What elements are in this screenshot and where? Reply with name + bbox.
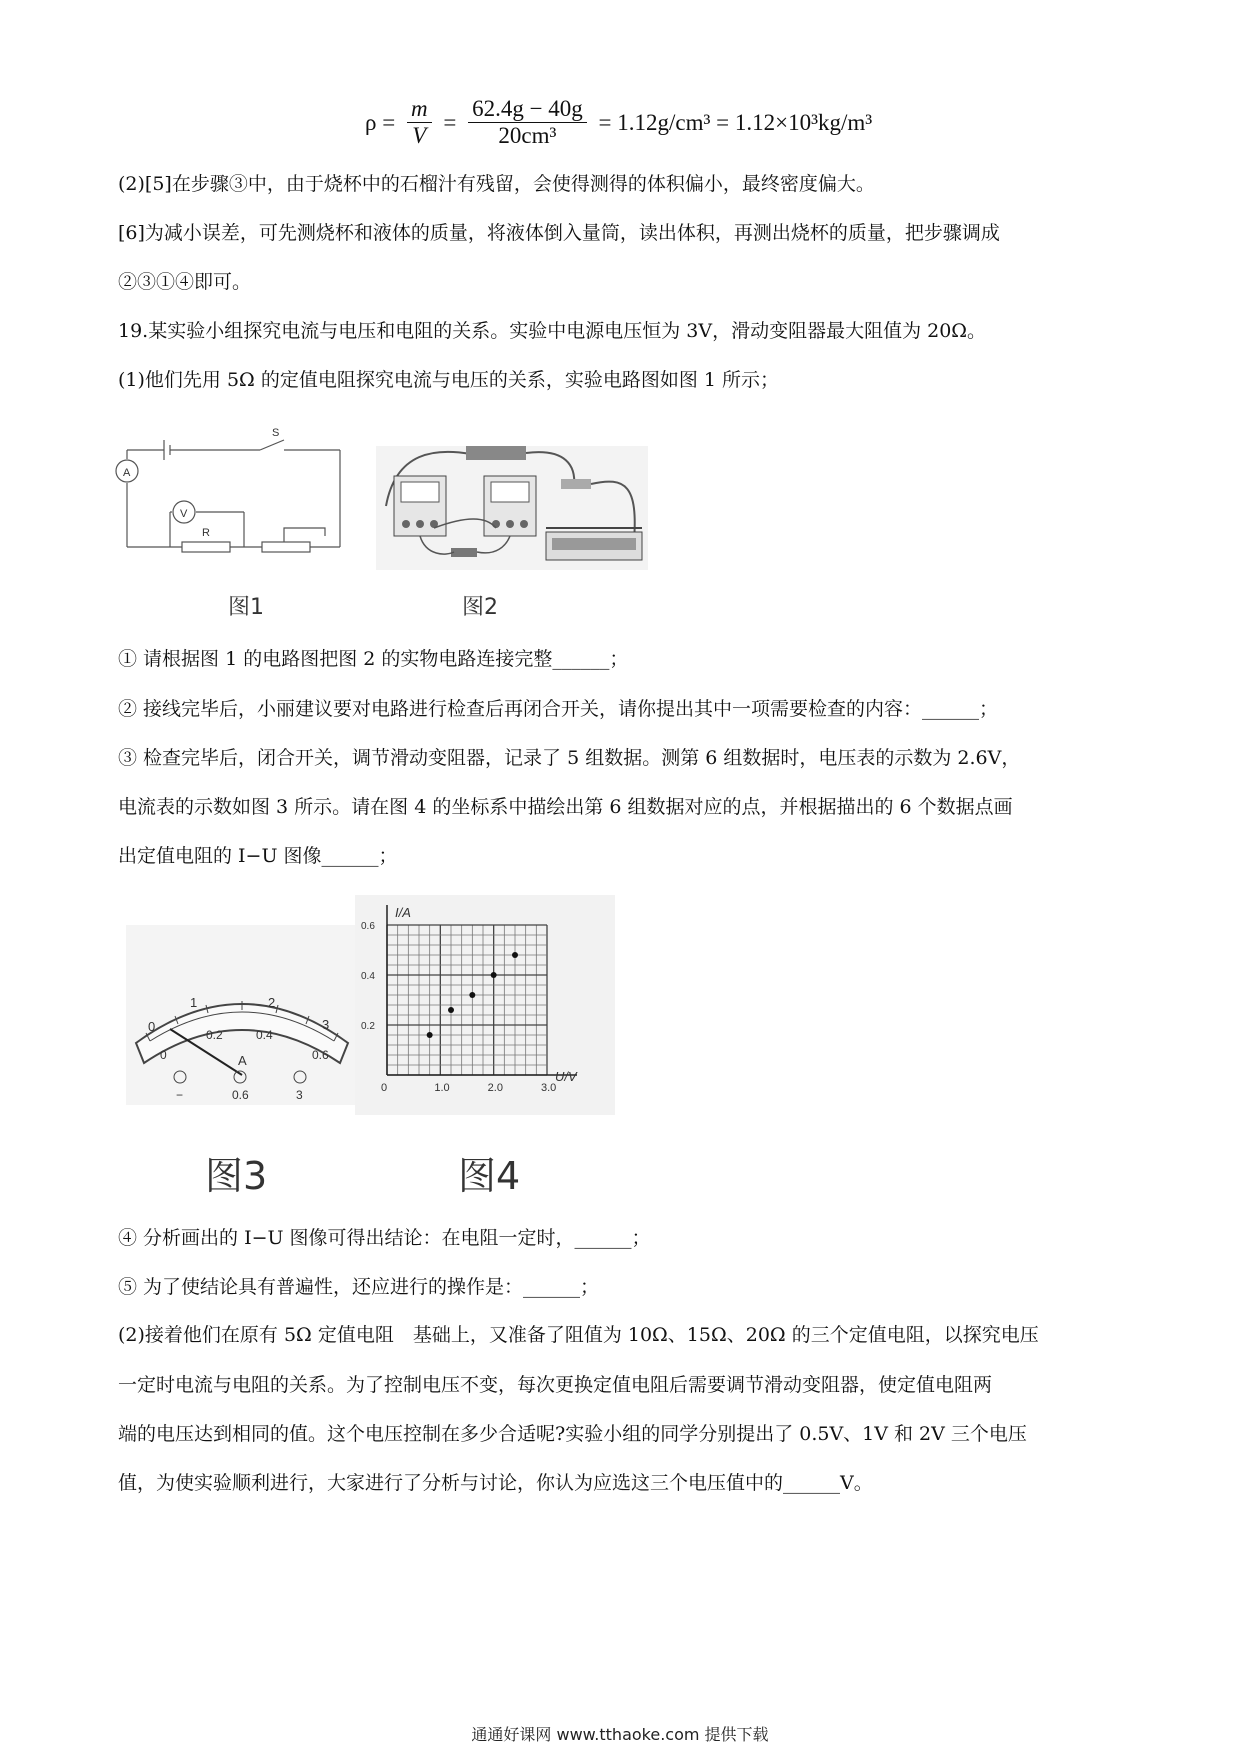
data-point — [512, 952, 518, 958]
lower-scale-0: 0 — [160, 1048, 167, 1062]
y-tick-label: 0.4 — [361, 971, 375, 982]
q1-item3: ③ 检查完毕后，闭合开关，调节滑动变阻器，记录了 5 组数据。测第 6 组数据时，电压表的示数为 2.6V， — [118, 747, 1021, 769]
q2-line2: 一定时电流与电阻的关系。为了控制电压不变，每次更换定值电阻后需要调节滑动变阻器，使定值电阻两 — [118, 1374, 993, 1396]
q2-line4: 值，为使实验顺利进行，大家进行了分析与讨论，你认为应选这三个电压值中的______V。 — [118, 1472, 873, 1494]
rheostat-photo — [546, 528, 642, 560]
formula-numerator: 62.4g − 40g — [468, 96, 587, 123]
ammeter-label: A — [123, 467, 131, 479]
q1-item1: ① 请根据图 1 的电路图把图 2 的实物电路连接完整______； — [118, 648, 629, 670]
switch-label: S — [272, 427, 280, 439]
q2-line1: (2)接着他们在原有 5Ω 定值电阻 基础上，又准备了阻值为 10Ω、15Ω、20Ω 的三个定值电阻，以探究电压 — [118, 1324, 1039, 1346]
answer-line-5: (2)[5]在步骤③中，由于烧杯中的石榴汁有残留，会使得测得的体积偏小，最终密度偏大。 — [118, 173, 875, 195]
ammeter-photo — [484, 476, 536, 536]
terminal-3-label: 3 — [296, 1088, 303, 1102]
q1-item2: ② 接线完毕后，小丽建议要对电路进行检查后再闭合开关，请你提出其中一项需要检查的内容：______； — [118, 698, 999, 720]
switch-photo — [561, 479, 591, 489]
upper-scale-2: 2 — [268, 995, 276, 1010]
fig2-caption: 图2 — [462, 595, 498, 620]
x-tick-label: 0 — [381, 1082, 388, 1094]
meter-unit: A — [238, 1053, 247, 1068]
fig4-caption: 图4 — [458, 1154, 521, 1198]
q1-item4: ④ 分析画出的 I−U 图像可得出结论：在电阻一定时，______； — [118, 1227, 651, 1249]
rheostat — [262, 542, 310, 552]
q1-item5: ⑤ 为了使结论具有普遍性，还应进行的操作是：______； — [118, 1276, 600, 1298]
formula-m-over-v — [407, 96, 432, 149]
data-point — [427, 1032, 433, 1038]
data-point — [448, 1007, 454, 1013]
q1-item3-cont: 电流表的示数如图 3 所示。请在图 4 的坐标系中描绘出第 6 组数据对应的点，并根据描出的 6 个数据点画 — [118, 796, 1013, 818]
iu-chart-fig4 — [355, 895, 615, 1115]
upper-scale-3: 3 — [322, 1017, 330, 1032]
data-point — [469, 992, 475, 998]
formula-lhs: ρ = — [365, 109, 396, 135]
y-tick-label: 0.2 — [361, 1021, 375, 1032]
answer-line-6: [6]为减小误差，可先测烧杯和液体的质量，将液体倒入量筒，读出体积，再测出烧杯的质量，把步骤调成 — [118, 222, 1000, 244]
lower-scale-06: 0.6 — [312, 1048, 329, 1062]
terminal-neg-label: − — [176, 1088, 184, 1102]
switch-lever — [260, 440, 284, 450]
q2-line3: 端的电压达到相同的值。这个电压控制在多少合适呢?实验小组的同学分别提出了 0.5V、1V 和 2V 三个电压 — [118, 1423, 1027, 1445]
upper-scale-1: 1 — [190, 995, 198, 1010]
voltmeter-label: V — [180, 508, 188, 520]
formula-v: V — [412, 123, 427, 148]
fig1-caption: 图1 — [228, 595, 264, 620]
x-tick-label: 2.0 — [487, 1082, 503, 1094]
fig3-caption: 图3 — [205, 1154, 268, 1198]
formula-m: m — [407, 96, 432, 123]
y-tick-label: 0.6 — [361, 921, 375, 932]
upper-scale-0: 0 — [148, 1019, 156, 1034]
battery-holder — [466, 446, 526, 460]
resistor-label: R — [202, 527, 210, 539]
physical-circuit-photo-fig2 — [376, 446, 648, 570]
footer-watermark: 通通好课网 www.tthaoke.com 提供下载 — [471, 1725, 769, 1744]
formula-rhs: = 1.12g/cm³ = 1.12×10³kg/m³ — [598, 109, 873, 135]
ammeter-dial-fig3 — [126, 925, 358, 1105]
x-tick-label: 1.0 — [434, 1082, 450, 1094]
question-19-stem: 19.某实验小组探究电流与电压和电阻的关系。实验中电源电压恒为 3V，滑动变阻器最大阻值为 20Ω。 — [118, 320, 987, 342]
terminal-06-label: 0.6 — [232, 1088, 249, 1102]
lower-scale-02: 0.2 — [206, 1028, 223, 1042]
y-axis-label: I/A — [395, 905, 411, 920]
circuit-diagram-fig1 — [112, 425, 347, 560]
lower-scale-04: 0.4 — [256, 1028, 273, 1042]
resistor-r — [182, 542, 230, 552]
answer-line-6-cont: ②③①④即可。 — [118, 271, 252, 293]
q1-item3-cont2: 出定值电阻的 I−U 图像______； — [118, 845, 398, 867]
question-19-part1: (1)他们先用 5Ω 的定值电阻探究电流与电压的关系，实验电路图如图 1 所示； — [118, 369, 780, 391]
formula-denominator: 20cm³ — [498, 123, 557, 148]
formula-fraction — [468, 96, 587, 149]
data-point — [491, 972, 497, 978]
x-axis-label: U/V — [555, 1069, 577, 1084]
density-formula — [365, 96, 872, 149]
formula-eq: = — [443, 109, 457, 135]
x-tick-label: 3.0 — [541, 1082, 557, 1094]
resistor-photo — [451, 548, 477, 557]
